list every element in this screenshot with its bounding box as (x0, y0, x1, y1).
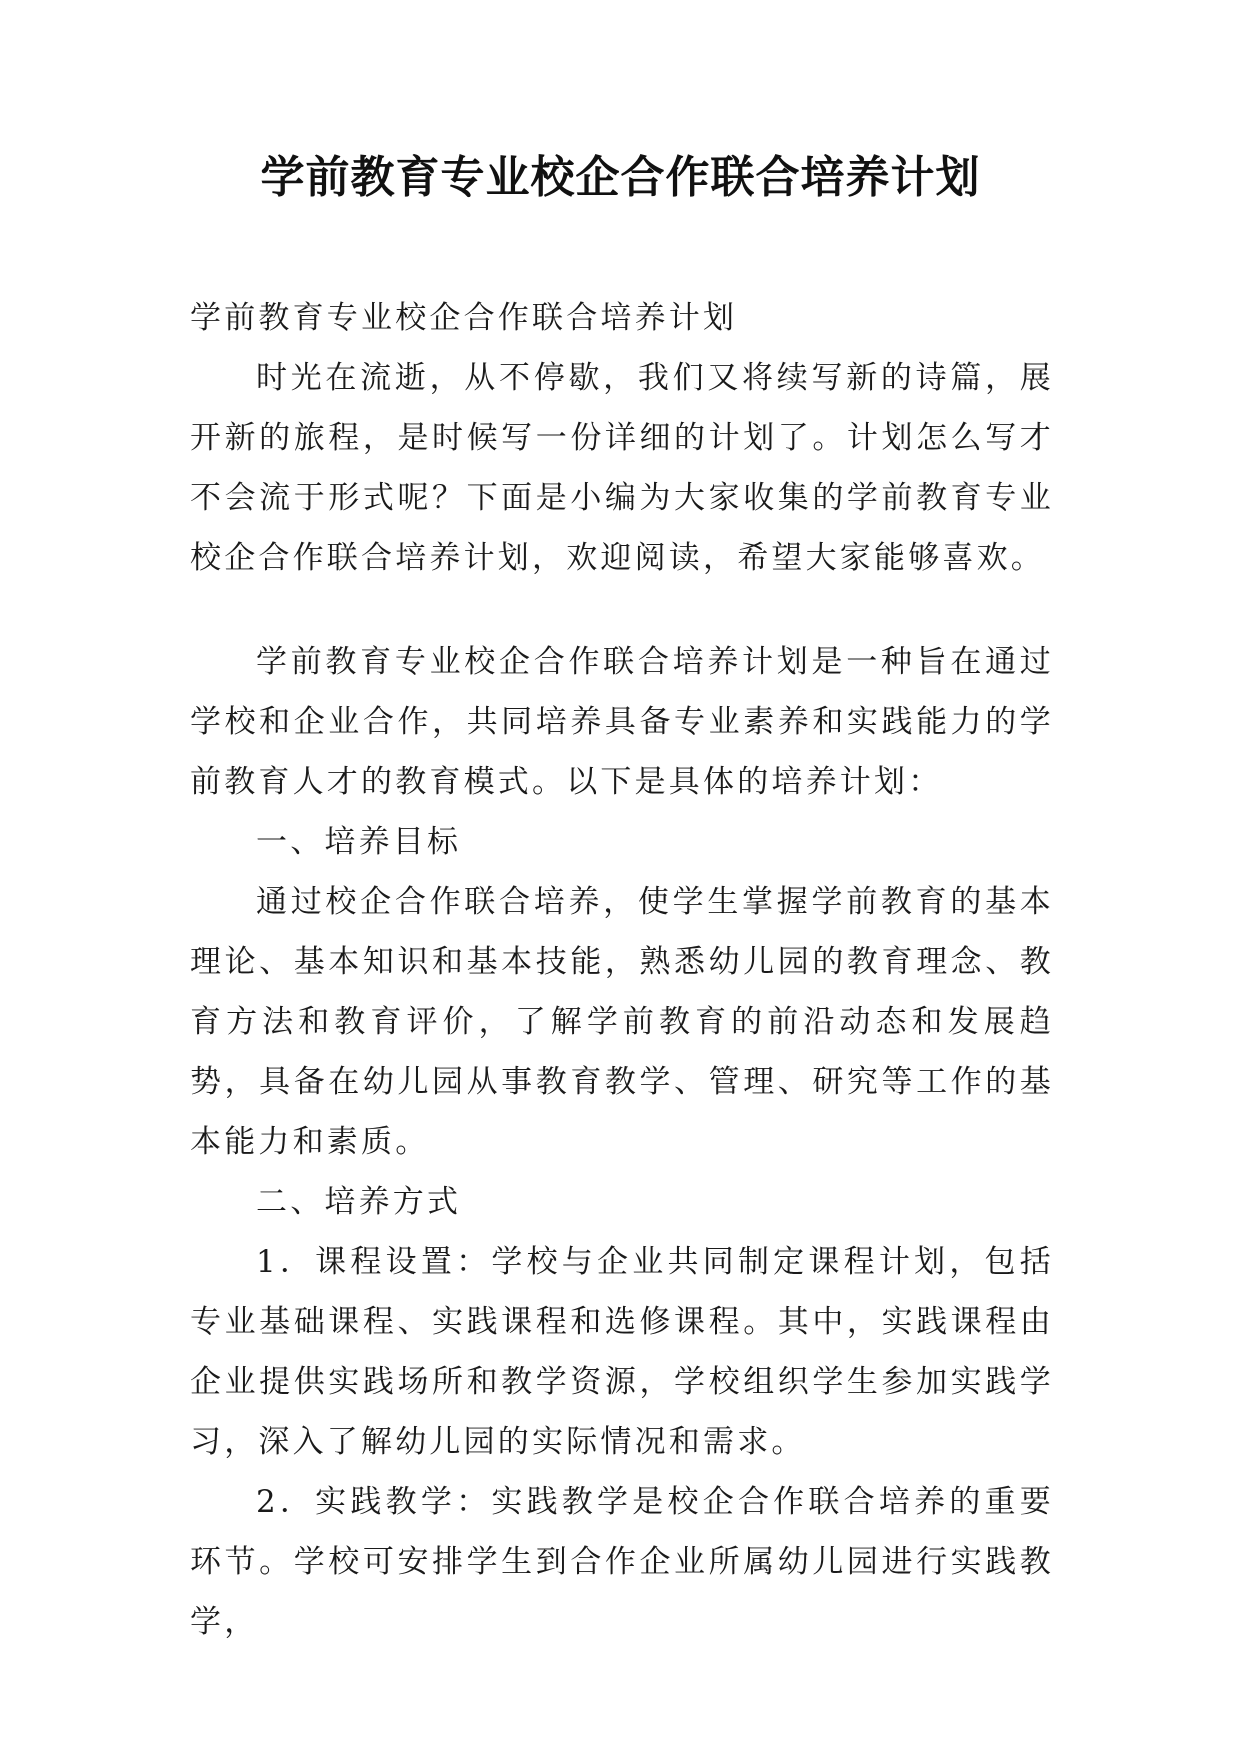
methods-item-curriculum: 1．课程设置：学校与企业共同制定课程计划，包括专业基础课程、实践课程和选修课程。其中，实践课程由企业提供实践场所和教学资源，学校组织学生参加实践学习，深入了解幼儿园的实际情况和需求。 (190, 1244, 1054, 1460)
section-heading-methods: 二、培养方式 (256, 1184, 462, 1220)
document-title: 学前教育专业校企合作联合培养计划 (260, 152, 981, 203)
document-subtitle: 学前教育专业校企合作联合培养计划 (190, 300, 738, 336)
section-heading-goals: 一、培养目标 (256, 824, 462, 860)
intro-paragraph: 时光在流逝，从不停歇，我们又将续写新的诗篇，展开新的旅程，是时候写一份详细的计划了。计划怎么写才不会流于形式呢？下面是小编为大家收集的学前教育专业校企合作联合培养计划，欢迎阅读，希望大家能够喜欢。 (190, 360, 1054, 576)
methods-item-practice: 2．实践教学：实践教学是校企合作联合培养的重要环节。学校可安排学生到合作企业所属幼儿园进行实践教学， (190, 1484, 1054, 1640)
document-body (190, 288, 1054, 1652)
overview-paragraph: 学前教育专业校企合作联合培养计划是一种旨在通过学校和企业合作，共同培养具备专业素养和实践能力的学前教育人才的教育模式。以下是具体的培养计划： (190, 644, 1054, 800)
goals-paragraph: 通过校企合作联合培养，使学生掌握学前教育的基本理论、基本知识和基本技能，熟悉幼儿园的教育理念、教育方法和教育评价，了解学前教育的前沿动态和发展趋势，具备在幼儿园从事教育教学、管理、研究等工作的基本能力和素质。 (190, 884, 1054, 1160)
